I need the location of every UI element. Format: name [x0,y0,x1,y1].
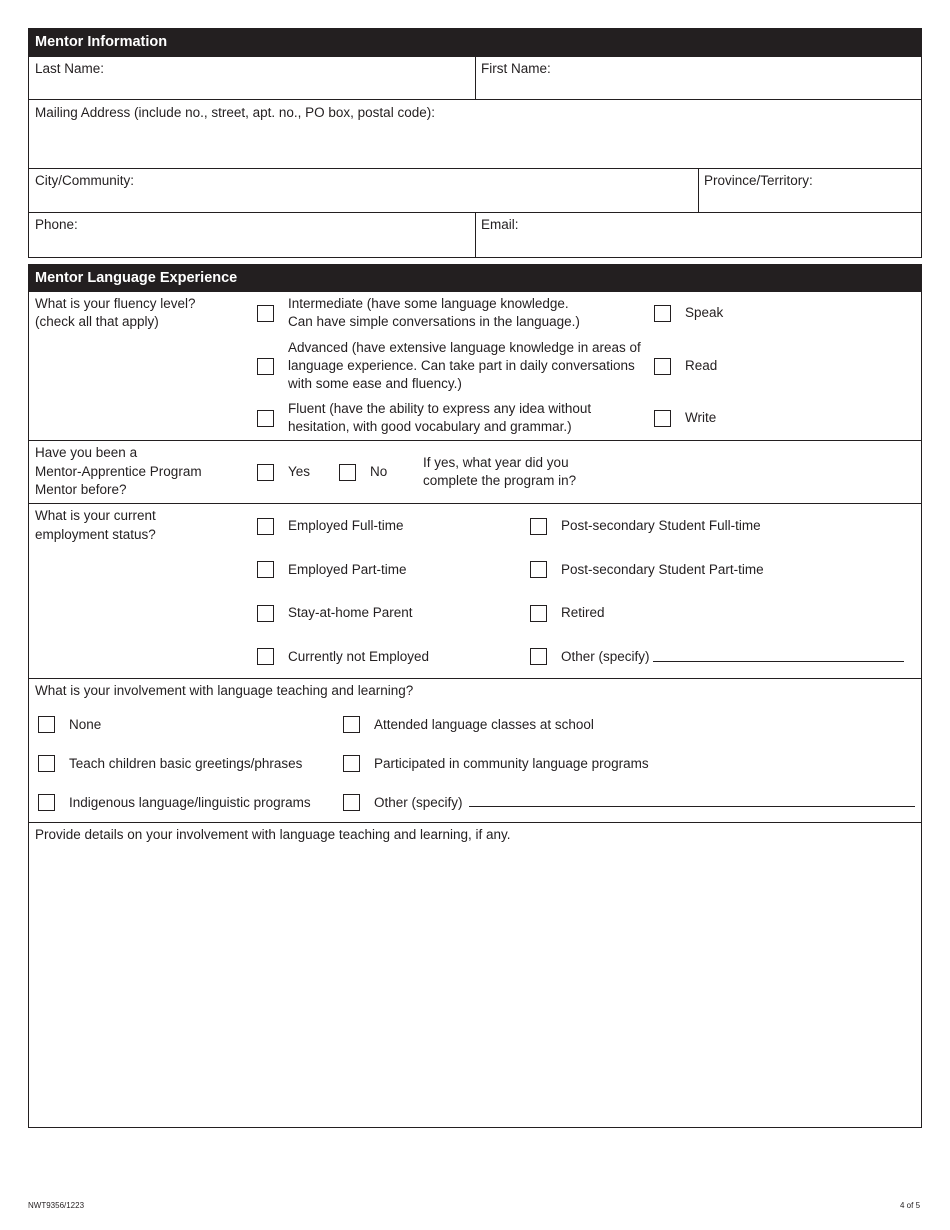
email-field[interactable] [476,213,921,257]
divider [29,440,921,441]
phone-field[interactable] [29,213,476,257]
first-name-field[interactable] [476,56,921,100]
involvement-question: What is your involvement with language teaching and learning? [35,683,414,698]
previous-mentor-no-checkbox[interactable] [339,464,356,481]
involvement-none-label: None [69,717,102,732]
page-number: 4 of 5 [900,1201,921,1210]
fluency-advanced-checkbox[interactable] [257,358,274,375]
retired-checkbox[interactable] [530,605,547,622]
fluency-fluent-label: Fluent (have the ability to express any idea without [288,401,592,416]
involvement-teach-children-checkbox[interactable] [38,755,55,772]
skill-speak-label: Speak [685,305,724,320]
previous-mentor-yes-label: Yes [288,464,311,479]
involvement-other-checkbox[interactable] [343,794,360,811]
email-label: Email: [481,217,519,232]
employed-part-time-label: Employed Part-time [288,562,407,577]
mailing-address-field[interactable] [29,100,921,169]
involvement-details-textarea[interactable] [29,823,921,1127]
not-employed-checkbox[interactable] [257,648,274,665]
skill-read-label: Read [685,358,718,373]
city-community-field[interactable] [29,169,699,213]
skill-write-label: Write [685,410,717,425]
mentor-information-header: Mentor Information [28,28,922,56]
employment-other-label: Other (specify) [561,649,650,664]
mailing-address-label: Mailing Address (include no., street, apt. no., PO box, postal code): [35,105,435,120]
last-name-field[interactable] [29,56,476,100]
involvement-community-programs-label: Participated in community language programs [374,756,649,771]
involvement-details-label: Provide details on your involvement with language teaching and learning, if any. [35,827,511,842]
fluency-intermediate-checkbox[interactable] [257,305,274,322]
first-name-label: First Name: [481,61,551,76]
not-employed-label: Currently not Employed [288,649,430,664]
fluency-intermediate-label: Can have simple conversations in the language.) [288,314,580,329]
skill-read-checkbox[interactable] [654,358,671,375]
employed-full-time-label: Employed Full-time [288,518,404,533]
student-part-time-label: Post-secondary Student Part-time [561,562,764,577]
previous-mentor-question: Have you been a [35,445,138,460]
involvement-indigenous-programs-label: Indigenous language/linguistic programs [69,795,311,810]
involvement-teach-children-label: Teach children basic greetings/phrases [69,756,303,771]
involvement-none-checkbox[interactable] [38,716,55,733]
employment-question: employment status? [35,527,156,542]
fluency-fluent-label: hesitation, with good vocabulary and grammar.) [288,419,572,434]
employed-part-time-checkbox[interactable] [257,561,274,578]
city-community-label: City/Community: [35,173,135,188]
form-code: NWT9356/1223 [28,1201,85,1210]
retired-label: Retired [561,605,605,620]
phone-label: Phone: [35,217,78,232]
province-territory-field[interactable] [699,169,921,213]
previous-mentor-yes-checkbox[interactable] [257,464,274,481]
completion-year-question: If yes, what year did you [423,455,569,470]
student-full-time-checkbox[interactable] [530,518,547,535]
involvement-school-classes-checkbox[interactable] [343,716,360,733]
province-territory-label: Province/Territory: [704,173,813,188]
involvement-school-classes-label: Attended language classes at school [374,717,594,732]
previous-mentor-question: Mentor before? [35,482,127,497]
completion-year-question: complete the program in? [423,473,577,488]
employment-other-specify-line[interactable] [653,661,904,662]
previous-mentor-no-label: No [370,464,388,479]
fluency-intermediate-label: Intermediate (have some language knowledge. [288,296,569,311]
skill-speak-checkbox[interactable] [654,305,671,322]
fluency-advanced-label: language experience. Can take part in daily conversations [288,358,635,373]
previous-mentor-question: Mentor-Apprentice Program [35,464,202,479]
involvement-other-specify-line[interactable] [469,806,915,807]
employed-full-time-checkbox[interactable] [257,518,274,535]
divider [29,678,921,679]
involvement-community-programs-checkbox[interactable] [343,755,360,772]
student-part-time-checkbox[interactable] [530,561,547,578]
fluency-advanced-label: Advanced (have extensive language knowledge in areas of [288,340,641,355]
divider [29,503,921,504]
fluency-question-note: (check all that apply) [35,314,159,329]
student-full-time-label: Post-secondary Student Full-time [561,518,761,533]
stay-at-home-parent-label: Stay-at-home Parent [288,605,413,620]
employment-other-checkbox[interactable] [530,648,547,665]
fluency-advanced-label: with some ease and fluency.) [288,376,462,391]
fluency-question: What is your fluency level? [35,296,196,311]
language-experience-header: Mentor Language Experience [28,264,922,292]
involvement-indigenous-programs-checkbox[interactable] [38,794,55,811]
involvement-other-label: Other (specify) [374,795,463,810]
last-name-label: Last Name: [35,61,105,76]
employment-question: What is your current [35,508,156,523]
skill-write-checkbox[interactable] [654,410,671,427]
fluency-fluent-checkbox[interactable] [257,410,274,427]
stay-at-home-parent-checkbox[interactable] [257,605,274,622]
